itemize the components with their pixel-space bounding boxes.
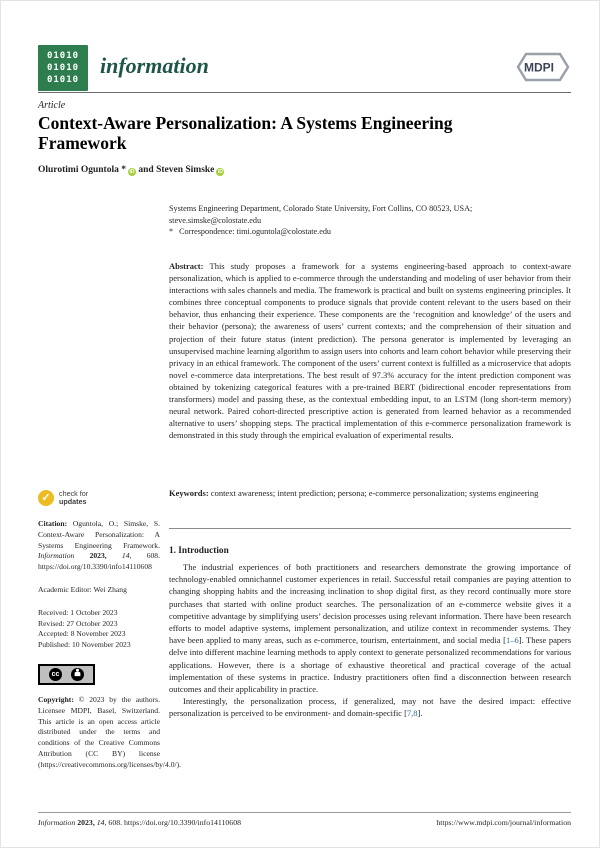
footer-citation: Information 2023, 14, 608. https://doi.org/10.3390/info14110608 [38,818,241,827]
citation-label: Citation: [38,519,68,528]
author-name[interactable]: Olurotimi Oguntola [38,165,119,175]
footer-doi-link[interactable]: https://doi.org/10.3390/info14110608 [124,818,241,827]
academic-editor-block [38,585,160,596]
check-for-updates-label: check for updates [59,489,89,506]
orcid-icon[interactable]: iD [129,169,135,175]
citation-block [38,519,160,573]
author-name[interactable]: Steven Simske [156,165,215,175]
correspondence-marker: * [169,227,174,236]
mdpi-logo [509,49,571,85]
copyright-text: © 2023 by the authors. Licensee MDPI, Basel, Switzerland. This article is an open access article distributed under the terms and conditions of the Creative Commons Attribution (CC BY) license (https://creativecommons.org/licenses/by/4.0/). [38,694,182,769]
corresponding-author-marker: * [121,165,126,175]
date-revised: Revised: 27 October 2023 [38,618,118,628]
dates-block [38,608,160,651]
citation-text: Oguntola, O.; Simske, S. Context-Aware Personalization: A Systems Engineering Framework. [38,519,160,550]
logo-binary-row: 01010 [46,62,80,73]
header-divider [38,92,571,93]
page-title: Context-Aware Personalization: A Systems Engineering Framework [38,113,453,153]
logo-binary-row: 01010 [46,50,80,61]
copyright-block [38,694,182,771]
sidebar-meta-column [38,489,182,771]
citation-year: 2023, [89,551,107,561]
academic-editor-label: Academic Editor: [38,584,92,594]
authors-joiner: and [138,165,154,175]
orcid-icon[interactable]: iD [217,169,223,175]
affiliation-email[interactable]: steve.simske@colostate.edu [169,215,262,225]
section-heading-introduction: 1. Introduction [169,546,229,556]
citation-volume: 14, [121,551,132,561]
cc-by-person-icon [71,668,84,681]
copyright-label: Copyright: [38,694,74,704]
cc-icon: cc [49,668,62,681]
svg-text:MDPI: MDPI [524,60,554,75]
date-published: Published: 10 November 2023 [38,640,131,650]
affiliation-line: Systems Engineering Department, Colorado State University, Fort Collins, CO 80523, USA; [169,204,473,213]
keywords-text: context awareness; intent prediction; persona; e-commerce personalization; systems engineering [210,488,539,498]
keywords-label: Keywords: [169,488,209,498]
logo-binary-row: 01010 [46,74,80,85]
journal-name: information [100,53,209,78]
abstract-label: Abstract: [169,261,204,271]
authors-line [38,165,224,176]
check-for-updates-button[interactable] [38,490,160,506]
abstract [169,260,571,441]
correspondence-label: Correspondence: [179,227,235,236]
citation-article-no: 608. [146,551,160,561]
intro-paragraph: Interestingly, the personalization process, if generalized, may not have the desired impact: effective personalization is perceived to be environment- and domain-specific [7,8]. [169,696,571,719]
citation-doi-link[interactable]: https://doi.org/10.3390/info14110608 [38,562,152,572]
page-footer [38,818,571,827]
article-type-label: Article [38,100,66,111]
journal-header [38,43,571,91]
abstract-text: This study proposes a framework for a systems engineering-based approach to context-aware personalization, which is applied to e-commerce through the understanding and modeling of user behavior from their interactions with sales channels and media. The framework is practical and built on systems engineering principles. It combines three conceptual components to produce signals that provide content relevant to the users based on their behavior, thus enhancing their experience. These components are the ‘recognition and knowledge’ of the users and their behavior (persona); the awareness of users’ current contexts; and the comprehension of their situation and projection of their future status (intent prediction). The persona generator is implemented by leveraging an unsupervised machine learning algorithm to assign users into cohorts and learn cohort behavior while preserving their privacy in an ethical framework. The component of the users’ current context is fulfilled as a microservice that adopts novel e-commerce data interpretations. The best result of 97.3% accuracy for the intent prediction component was obtained by tokenizing categorical features with a pre-trained BERT (bidirectional encoder representations from transformers) model and passing these, as the contextual embedding input, to an LSTM (long short-term memory) neural network. Paired cohort-directed prescriptive action is generated from learned behavior as a recommended alternative to users’ shopping steps. The practical implementation of this e-commerce personalization framework is demonstrated in this study through the empirical evaluation of experimental results. [169,261,571,441]
check-icon: ✓ [38,490,54,506]
date-received: Received: 1 October 2023 [38,607,118,617]
affiliation-block [169,203,571,238]
academic-editor-name: Wei Zhang [93,584,127,594]
correspondence-email[interactable]: timi.oguntola@colostate.edu [236,227,332,236]
cc-by-license-badge[interactable] [38,664,95,685]
keywords [169,487,571,499]
reference-link[interactable]: 7,8 [406,708,418,719]
intro-paragraph: The industrial experiences of both practitioners and researchers demonstrate the growing importance of technology-enabled omnichannel customer experiences in retail. Successful retail companies are paying attention to changing shopping habits and the increasing inclination to shop digital first, as they record continually more store purchases that started with online product searches. The personalization of an e-commerce website gives it a competitive advantage by simplifying users’ decision processes using relevant information. There have been research efforts to model adaptive systems, implement personalization, and utilize context in recommender systems. They have been applied to many areas, such as e-commerce, tourism, entertainment, and social media [1–6]. These papers delve into different machine learning methods to apply context to generate personalized recommendations for various applications. However, there is a shortage of exhaustive theoretical and practical coverage of the actual implementation of these systems in practice. Industry practitioners often find a disconnection between research outcomes and their applicability in practice. [169,562,572,695]
correspondence-line [179,226,331,238]
introduction-body [169,561,571,720]
keywords-divider [169,528,571,529]
footer-divider [38,812,571,813]
journal-logo [38,45,88,91]
citation-journal: Information [38,551,75,561]
reference-link[interactable]: 1–6 [505,635,519,646]
footer-journal-url[interactable]: https://www.mdpi.com/journal/information [436,818,571,827]
date-accepted: Accepted: 8 November 2023 [38,629,126,639]
